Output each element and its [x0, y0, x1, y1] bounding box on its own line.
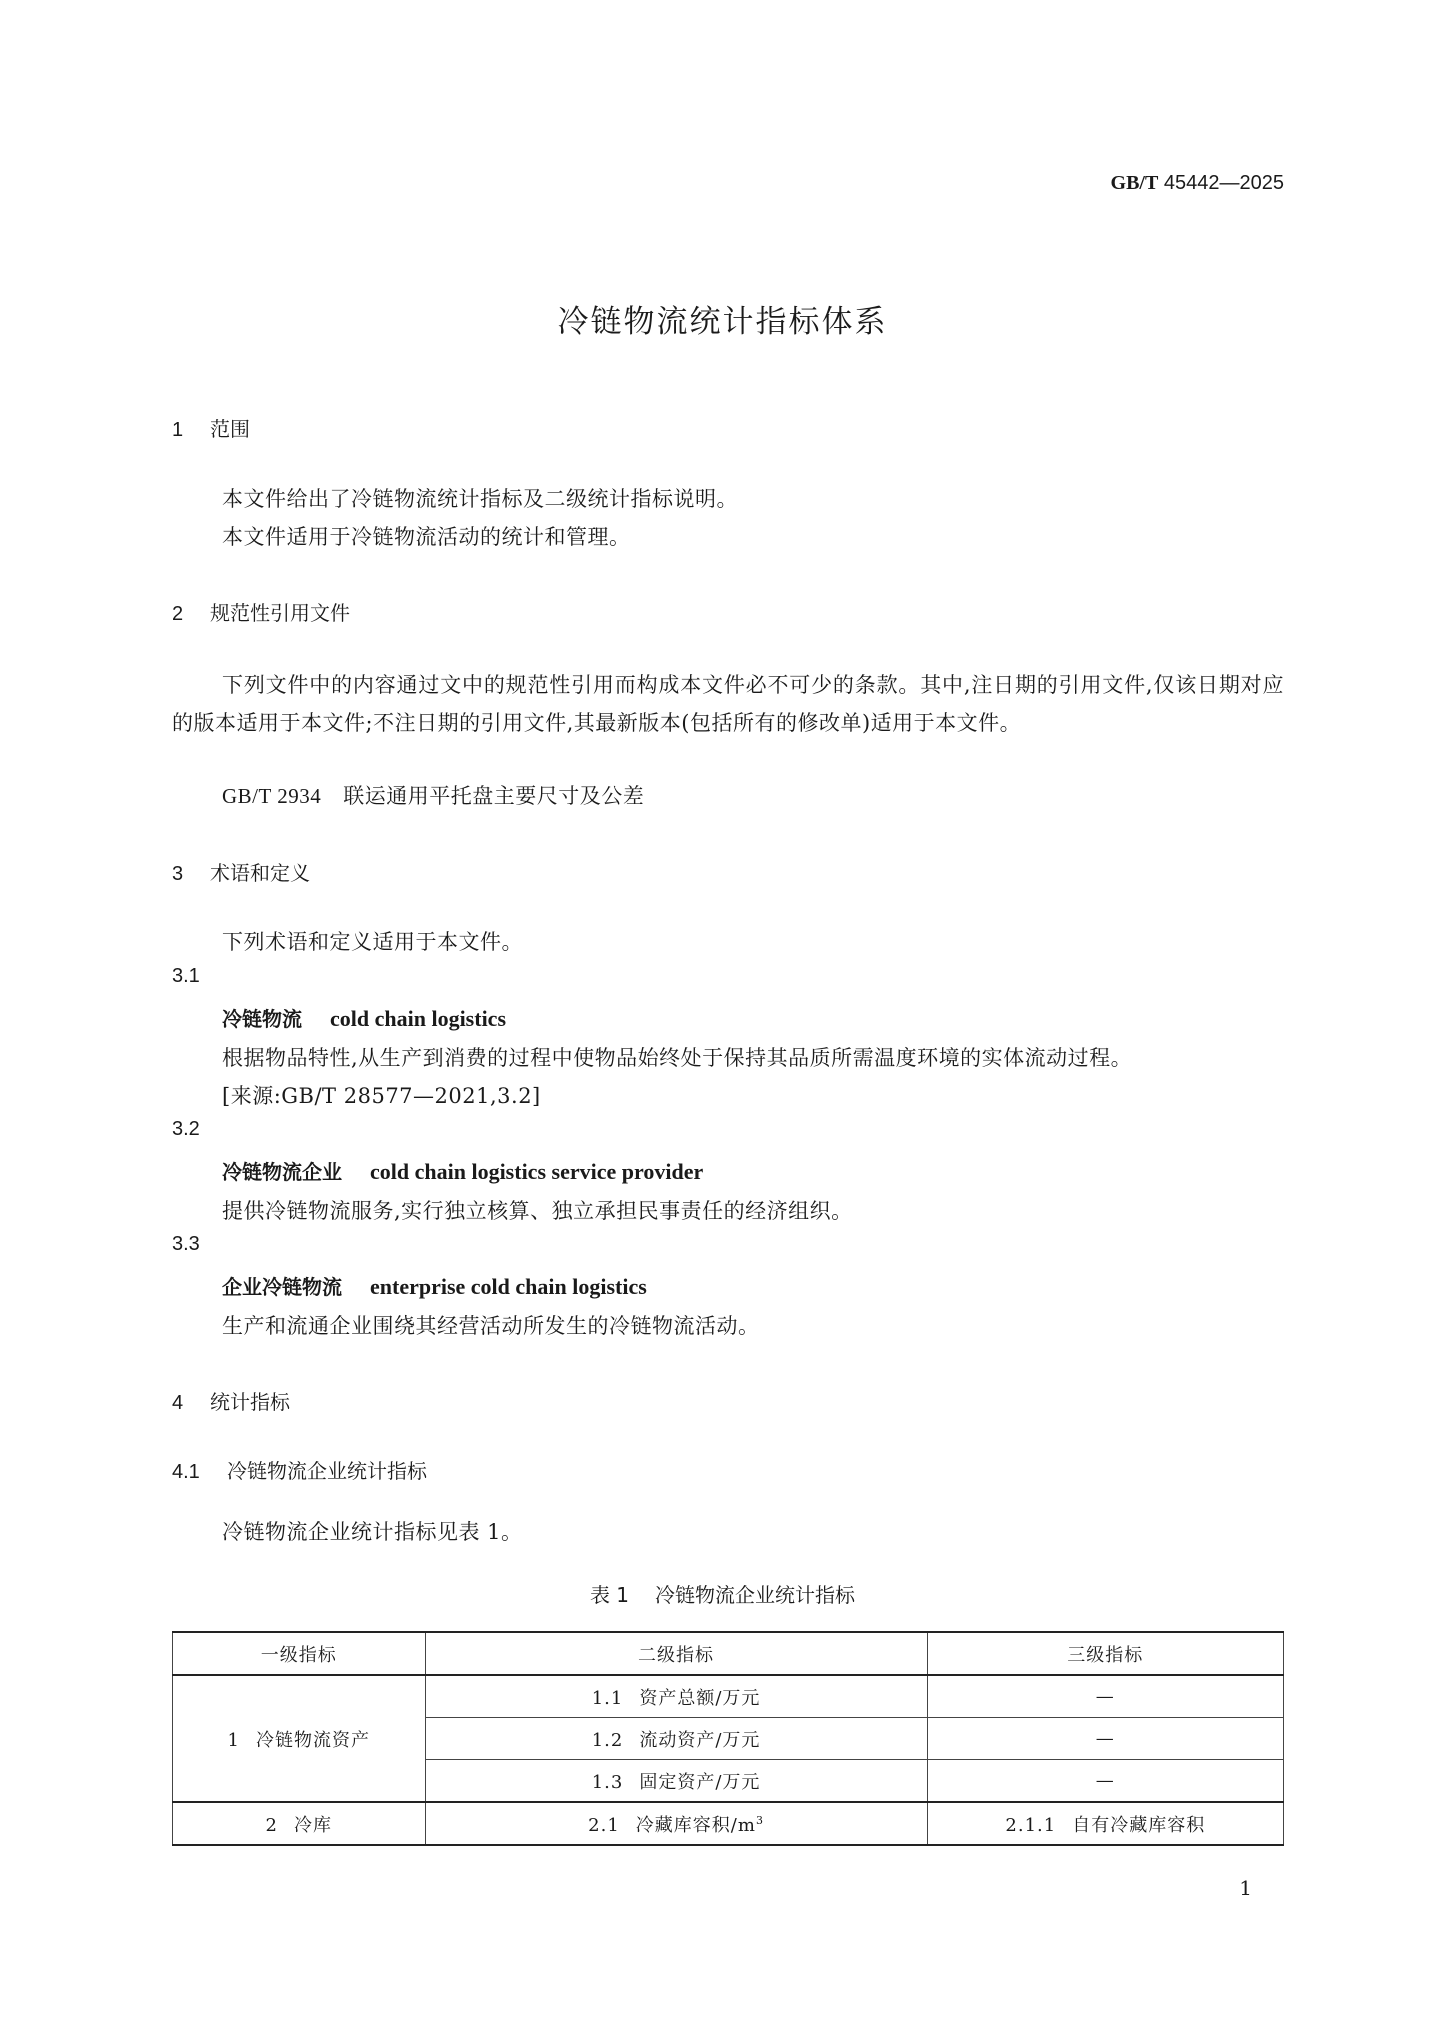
normative-references-paragraph: 下列文件中的内容通过文中的规范性引用而构成本文件必不可少的条款。其中,注日期的引用文件,仅该日期对应的版本适用于本文件;不注日期的引用文件,其最新版本(包括所有的修改单)适用于本文件。 [172, 673, 1284, 735]
level-2-number: 2.1 [588, 1814, 620, 1836]
level-3-cell: — [927, 1718, 1283, 1760]
page-number: 1 [1239, 1876, 1252, 1900]
level-2-name: 冷藏库容积/m [635, 1814, 756, 1836]
table-header-row [173, 1632, 1284, 1675]
reference-entry [222, 780, 644, 810]
term-heading [222, 1156, 703, 1185]
level-1-name: 冷链物流资产 [255, 1729, 370, 1751]
section-2-heading [172, 597, 350, 626]
term-heading [222, 1003, 506, 1032]
level-3-name: 自有冷藏库容积 [1072, 1814, 1206, 1836]
term-definition: 提供冷链物流服务,实行独立核算、独立承担民事责任的经济组织。 [222, 1199, 853, 1223]
term-number: 3.1 [172, 965, 200, 987]
term-definition: 生产和流通企业围绕其经营活动所发生的冷链物流活动。 [222, 1314, 760, 1338]
level-2-name: 固定资产/万元 [639, 1771, 761, 1793]
table-row [173, 1675, 1284, 1718]
level-3-number: 2.1.1 [1005, 1814, 1057, 1836]
level-3-cell: — [927, 1760, 1283, 1803]
term-definition: 根据物品特性,从生产到消费的过程中使物品始终处于保持其品质所需温度环境的实体流动过程。 [222, 1046, 1133, 1070]
term-number: 3.2 [172, 1118, 200, 1140]
section-1-heading [172, 413, 250, 442]
section-number: 3 [172, 863, 184, 885]
section-title: 统计指标 [210, 1390, 290, 1414]
level-1-cell [173, 1802, 426, 1845]
unit-superscript: 3 [755, 1813, 764, 1827]
section-number: 2 [172, 603, 184, 625]
terms-intro: 下列术语和定义适用于本文件。 [222, 930, 523, 954]
standard-code-number: 45442—2025 [1158, 172, 1284, 194]
level-2-number: 1.3 [591, 1771, 624, 1793]
level-1-name: 冷库 [293, 1814, 332, 1836]
table-caption [0, 1579, 1445, 1608]
section-3-heading [172, 857, 310, 886]
level-1-number: 1 [227, 1729, 240, 1751]
section-number: 1 [172, 419, 184, 441]
standard-code [1111, 172, 1284, 195]
header-level-3: 三级指标 [927, 1632, 1283, 1675]
table-label: 表 1 [589, 1583, 630, 1607]
term-english: enterprise cold chain logistics [370, 1274, 647, 1299]
section-4-heading [172, 1386, 290, 1415]
level-2-number: 1.2 [591, 1729, 624, 1751]
term-english: cold chain logistics service provider [370, 1159, 704, 1184]
section-title: 术语和定义 [210, 861, 310, 885]
level-1-number: 2 [265, 1814, 278, 1836]
subsection-title: 冷链物流企业统计指标 [227, 1459, 427, 1483]
scope-paragraph-1: 本文件给出了冷链物流统计指标及二级统计指标说明。 [222, 487, 738, 511]
term-chinese: 冷链物流 [222, 1007, 302, 1031]
header-level-1: 一级指标 [173, 1632, 426, 1675]
level-2-name: 资产总额/万元 [639, 1687, 761, 1709]
level-1-cell [173, 1675, 426, 1802]
subsection-4-1-heading [172, 1455, 427, 1484]
level-3-cell [927, 1802, 1283, 1845]
term-chinese: 冷链物流企业 [222, 1160, 342, 1184]
level-2-name: 流动资产/万元 [639, 1729, 761, 1751]
table-row [173, 1802, 1284, 1845]
term-number: 3.3 [172, 1233, 200, 1255]
section-title: 范围 [210, 417, 250, 441]
level-2-cell [425, 1675, 927, 1718]
indicator-table [172, 1631, 1284, 1846]
term-source: [来源:GB/T 28577—2021,3.2] [222, 1084, 541, 1108]
section-title: 规范性引用文件 [210, 601, 350, 625]
table-title: 冷链物流企业统计指标 [655, 1583, 856, 1607]
level-2-number: 1.1 [591, 1687, 624, 1709]
term-heading [222, 1271, 647, 1300]
standard-code-prefix: GB/T [1110, 172, 1159, 194]
term-english: cold chain logistics [330, 1006, 507, 1031]
scope-paragraph-2: 本文件适用于冷链物流活动的统计和管理。 [222, 525, 631, 549]
section-number: 4 [172, 1392, 184, 1414]
reference-code: GB/T 2934 [222, 784, 322, 808]
level-2-cell [425, 1802, 927, 1845]
table-reference-text: 冷链物流企业统计指标见表 1。 [222, 1520, 523, 1544]
header-level-2: 二级指标 [425, 1632, 927, 1675]
term-chinese: 企业冷链物流 [222, 1275, 342, 1299]
document-title: 冷链物流统计指标体系 [557, 304, 888, 340]
reference-title: 联运通用平托盘主要尺寸及公差 [343, 784, 645, 808]
subsection-number: 4.1 [172, 1461, 200, 1483]
level-3-cell: — [927, 1675, 1283, 1718]
level-2-cell [425, 1718, 927, 1760]
level-2-cell [425, 1760, 927, 1803]
